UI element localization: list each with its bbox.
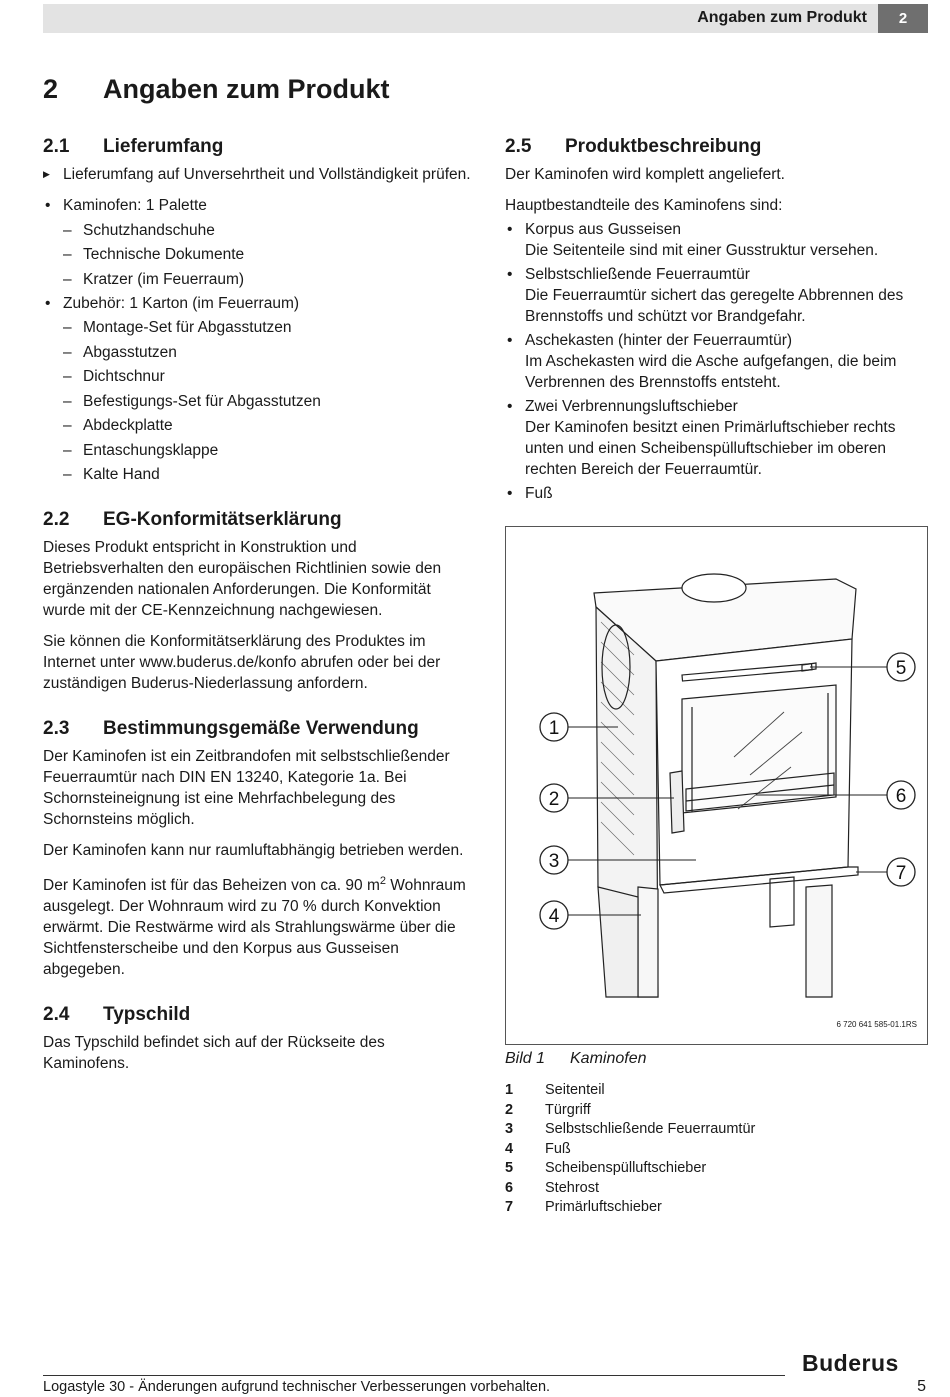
callout-2: 2 — [548, 789, 560, 810]
paragraph-text: Wohnraum ausgelegt. Der Wohnraum wird zu 70 % durch Konvektion erwärmt. Die Restwärme wird als Strahlungswärme über die Sichtfensterscheibe und den Korpus aus Gusseisen abgegeben. — [43, 877, 466, 979]
legend-row — [505, 1101, 925, 1121]
sub-list-item: – Montage-Set für Abgasstutzen — [43, 317, 473, 338]
legend-number: 3 — [505, 1121, 514, 1137]
door-handle — [670, 771, 684, 833]
callout-3: 3 — [548, 851, 560, 872]
paragraph: Der Kaminofen ist ein Zeitbrandofen mit selbstschließender Feuerraumtür nach DIN EN 13240, Kategorie 1a. Bei Schornsteineignung ist eine Mehrfachbelegung des Schornsteins möglich. — [43, 748, 450, 828]
sub-list-item: – Dichtschnur — [43, 366, 473, 387]
delivery-scope-list — [43, 195, 473, 485]
component-item — [505, 264, 930, 327]
legend-row — [505, 1198, 925, 1218]
section-title: Produktbeschreibung — [565, 136, 762, 157]
legend-text: Primärluftschieber — [545, 1199, 662, 1215]
section-title: EG-Konformitätserklärung — [103, 509, 342, 530]
stove-glass-window — [682, 685, 836, 813]
paragraph — [43, 871, 473, 980]
front-leg-right — [806, 885, 832, 997]
legend-row — [505, 1120, 925, 1140]
legend-row — [505, 1140, 925, 1160]
figure-caption — [505, 1050, 647, 1068]
sub-list-item: – Befestigungs-Set für Abgasstutzen — [43, 391, 473, 412]
legend-text: Stehrost — [545, 1179, 599, 1196]
component-title: • Fuß — [525, 485, 553, 502]
legend-number: 5 — [505, 1160, 514, 1176]
paragraph: Sie können die Konformitätserklärung des Produktes im Internet unter www.buderus.de/konfo abrufen oder bei der zuständigen Buderus-Niederlassung anfordern. — [43, 633, 441, 692]
callout-1: 1 — [548, 718, 560, 739]
instruction-step: ▶ Lieferumfang auf Unversehrtheit und Vollständigkeit prüfen. — [43, 164, 473, 185]
legend-row — [505, 1081, 925, 1101]
sub-list-item: – Kalte Hand — [43, 464, 473, 485]
paragraph: Der Kaminofen kann nur raumluftabhängig betrieben werden. — [43, 842, 464, 859]
running-header — [43, 4, 878, 33]
figure-code: 6 720 641 585-01.1RS — [836, 1020, 917, 1029]
section-heading-2-3 — [43, 716, 473, 742]
chapter-number-badge: 2 — [878, 4, 928, 33]
sub-list-item: – Technische Dokumente — [43, 244, 473, 265]
legend-number: 6 — [505, 1179, 514, 1196]
component-item — [505, 330, 930, 393]
figure-caption-number: Bild 1 — [505, 1050, 546, 1067]
buderus-logo: Buderus — [802, 1350, 899, 1376]
legend-row — [505, 1159, 925, 1179]
page-number: 5 — [917, 1378, 926, 1395]
component-title: • Aschekasten (hinter der Feuerraumtür) — [525, 332, 793, 349]
legend-text: Fuß — [545, 1140, 571, 1157]
legend-number: 4 — [505, 1140, 514, 1157]
callout-5: 5 — [895, 658, 907, 679]
component-description: Die Feuerraumtür sichert das geregelte Abbrennen des Brennstoffs und schützt vor Brandgefahr. — [525, 287, 904, 325]
superscript: 2 — [379, 875, 386, 887]
section-title: Bestimmungsgemäße Verwendung — [103, 718, 419, 739]
legend-number: 1 — [505, 1082, 514, 1098]
sub-list-item: – Kratzer (im Feuerraum) — [43, 269, 473, 290]
legend-text: Scheibenspülluftschieber — [545, 1160, 707, 1176]
footer-text: Logastyle 30 - Änderungen aufgrund technischer Verbesserungen vorbehalten. — [43, 1379, 551, 1395]
component-item — [505, 219, 930, 261]
stove-figure — [505, 526, 928, 1045]
section-heading-2-5 — [505, 134, 930, 160]
back-leg-right — [770, 877, 794, 927]
sub-list-item: – Entaschungsklappe — [43, 440, 473, 461]
legend-text: Seitenteil — [545, 1082, 605, 1098]
front-leg-left — [638, 887, 658, 997]
chapter-heading — [43, 74, 390, 105]
paragraph: Das Typschild befindet sich auf der Rückseite des Kaminofens. — [43, 1034, 385, 1073]
right-column — [505, 134, 930, 504]
section-heading-2-2 — [43, 507, 473, 533]
section-title: Lieferumfang — [103, 136, 224, 157]
stove-illustration — [506, 527, 929, 1046]
section-heading-2-1 — [43, 134, 473, 160]
component-title: • Selbstschließende Feuerraumtür — [525, 266, 750, 283]
footer-rule — [43, 1375, 785, 1376]
paragraph: Dieses Produkt entspricht in Konstruktion und Betriebsverhalten den europäischen Richtlinien sowie den ergänzenden nationalen Anforderungen. Die Konformität wurde mit der CE-Kennzeichnung nachgewiesen. — [43, 539, 442, 619]
component-title: • Zwei Verbrennungsluftschieber — [525, 398, 738, 415]
running-header-title: Angaben zum Produkt — [697, 9, 867, 26]
chapter-heading-title: Angaben zum Produkt — [103, 74, 390, 104]
component-item — [505, 396, 930, 480]
side-leg — [598, 887, 638, 997]
component-description: Die Seitenteile sind mit einer Gusstruktur versehen. — [525, 242, 879, 259]
list-item: • Kaminofen: 1 Palette — [43, 195, 473, 216]
section-title: Typschild — [103, 1004, 191, 1026]
sub-list-item: – Abdeckplatte — [43, 415, 473, 436]
section-number: 2.5 — [505, 136, 532, 157]
section-heading-2-4 — [43, 1002, 473, 1028]
figure-legend — [505, 1081, 925, 1218]
callout-6: 6 — [895, 786, 907, 807]
list-item: • Zubehör: 1 Karton (im Feuerraum) — [43, 293, 473, 314]
paragraph: Hauptbestandteile des Kaminofens sind: — [505, 197, 783, 214]
main-components-list — [505, 219, 930, 504]
paragraph-text: Der Kaminofen ist für das Beheizen von ca. 90 m — [43, 877, 380, 895]
callout-4: 4 — [548, 906, 560, 927]
paragraph: Der Kaminofen wird komplett angeliefert. — [505, 166, 785, 183]
sub-list-item: – Schutzhandschuhe — [43, 220, 473, 241]
legend-number: 7 — [505, 1199, 514, 1215]
legend-number: 2 — [505, 1101, 514, 1118]
legend-text: Türgriff — [545, 1101, 591, 1118]
section-number: 2.2 — [43, 509, 70, 530]
sub-list-item: – Abgasstutzen — [43, 342, 473, 363]
legend-row — [505, 1179, 925, 1199]
legend-text: Selbstschließende Feuerraumtür — [545, 1121, 756, 1137]
section-number: 2.3 — [43, 718, 70, 739]
component-title: • Korpus aus Gusseisen — [525, 221, 681, 238]
chapter-heading-number: 2 — [43, 74, 59, 104]
left-column — [43, 134, 473, 1084]
figure-caption-title: Kaminofen — [570, 1050, 647, 1067]
component-item — [505, 483, 930, 504]
component-description: Der Kaminofen besitzt einen Primärluftschieber rechts unten und einen Scheibenspülluftschieber im oberen rechten Bereich der Feuerraumtür. — [525, 419, 896, 478]
section-number: 2.1 — [43, 136, 70, 157]
callout-7: 7 — [895, 863, 907, 884]
section-number: 2.4 — [43, 1004, 70, 1026]
stove-top-opening — [682, 574, 746, 602]
component-description: Im Aschekasten wird die Asche aufgefangen, die beim Verbrennen des Brennstoffs entsteht. — [525, 353, 897, 391]
